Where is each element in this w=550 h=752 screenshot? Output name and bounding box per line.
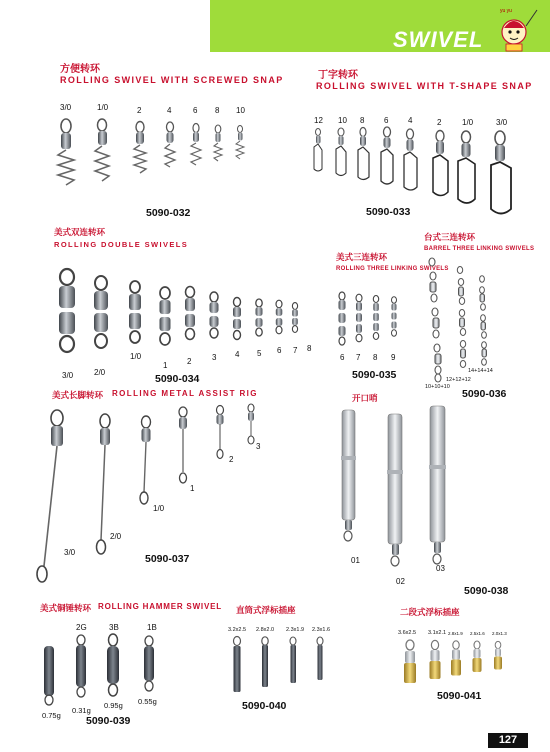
size-label: 2.3x1.9	[286, 627, 305, 633]
t-snap-swivel-12	[314, 129, 322, 172]
size-label: 1/0	[97, 103, 109, 112]
three-linking-swivel-6	[339, 292, 346, 345]
title-en-039: ROLLING HAMMER SWIVEL	[98, 602, 222, 611]
size-label: 01	[351, 556, 360, 565]
size-label: 14+14+14	[468, 368, 493, 374]
screwed-snap-swivel-8	[214, 125, 222, 161]
title-en-033: ROLLING SWIVEL WITH T-SHAPE SNAP	[316, 81, 533, 91]
two-stage-socket-2-8x1-9	[451, 641, 461, 676]
title-en-037: ROLLING METAL ASSIST RIG	[112, 389, 258, 398]
title-cn-036: 台式三连转环	[424, 233, 476, 243]
size-label: 3/0	[62, 371, 74, 380]
size-label: 1	[190, 484, 195, 493]
size-label: 4	[408, 116, 413, 125]
weight-label: 0.31g	[72, 706, 91, 715]
whistle-tube-01	[341, 410, 356, 541]
weight-label: 0.75g	[42, 711, 61, 720]
title-en-032: ROLLING SWIVEL WITH SCREWED SNAP	[60, 75, 284, 85]
assist-rig-3-0	[37, 410, 63, 582]
size-label: 2	[229, 455, 234, 464]
page-number: 127	[488, 733, 528, 748]
size-label: 3/0	[64, 548, 76, 557]
two-stage-socket-2-0x1-3	[494, 641, 502, 669]
t-snap-swivel-6	[381, 127, 393, 184]
weight-label: 0.95g	[104, 701, 123, 710]
size-label: 2G	[76, 623, 87, 632]
assist-rig-2	[217, 406, 224, 459]
size-label: 2	[187, 357, 192, 366]
size-label: 5	[257, 349, 262, 358]
size-label: 10	[338, 116, 347, 125]
size-label: 7	[293, 346, 298, 355]
two-stage-socket-2-5x1-6	[473, 641, 482, 672]
barrel-three-linking-swivel-12	[457, 267, 465, 368]
size-label: 8	[373, 353, 378, 362]
size-label: 2.0x1.3	[492, 631, 507, 636]
assist-rig-2-0	[97, 414, 111, 554]
title-cn-039: 美式铜锤转环	[40, 604, 92, 614]
title-cn-041: 二段式浮标插座	[400, 608, 460, 618]
title-en-034: ROLLING DOUBLE SWIVELS	[54, 240, 189, 249]
size-label: 3B	[109, 623, 119, 632]
double-swivel-3-0	[59, 269, 75, 352]
size-label: 1	[163, 361, 168, 370]
title-cn-033: 丁字转环	[318, 70, 358, 81]
barrel-three-linking-swivel-10	[429, 258, 441, 382]
size-label: 2.8x1.9	[448, 631, 463, 636]
t-snap-swivel-1-0	[458, 131, 475, 203]
assist-rig-3	[248, 404, 254, 444]
size-label: 8	[307, 344, 312, 353]
title-cn-038: 开口哨	[352, 394, 378, 404]
size-label: 4	[167, 106, 172, 115]
whistle-tube-03	[429, 406, 446, 564]
size-label: 6	[193, 106, 198, 115]
hammer-swivel-3b	[107, 634, 119, 696]
screwed-snap-swivel-2	[134, 122, 146, 174]
size-label: 6	[340, 353, 345, 362]
weight-label: 0.55g	[138, 697, 157, 706]
size-label: 3	[256, 442, 261, 451]
double-swivel-2-0	[94, 276, 108, 348]
hammer-swivel-1b	[144, 636, 154, 691]
hammer-swivel-0-75g	[44, 646, 54, 705]
double-swivel-5	[256, 299, 263, 336]
screwed-snap-swivel-10	[236, 126, 244, 160]
assist-rig-1-0	[140, 416, 151, 504]
size-label: 8	[215, 106, 220, 115]
size-label: 03	[436, 564, 445, 573]
three-linking-swivel-8	[373, 296, 379, 340]
size-label: 2.3x1.6	[312, 627, 331, 633]
size-label: 6	[384, 116, 389, 125]
size-label: 9	[391, 353, 396, 362]
size-label: 02	[396, 577, 405, 586]
size-label: 12	[314, 116, 323, 125]
size-label: 12+12+12	[446, 377, 471, 383]
product-code-032: 5090-032	[146, 207, 191, 219]
product-code-035: 5090-035	[352, 369, 397, 381]
size-label: 2/0	[110, 532, 122, 541]
size-label: 3.6x2.5	[398, 630, 417, 636]
three-linking-swivel-9	[392, 297, 397, 336]
whistle-tube-02	[387, 414, 403, 566]
size-label: 2/0	[94, 368, 106, 377]
two-stage-socket-3-1x2-1	[430, 640, 441, 679]
size-label: 3	[212, 353, 217, 362]
screwed-snap-swivel-3-0	[58, 119, 74, 185]
t-snap-swivel-4	[404, 129, 417, 190]
mascot-caption: yu yu	[500, 8, 512, 14]
three-linking-swivel-7	[356, 294, 362, 342]
title-en-036: BARREL THREE LINKING SWIVELS	[424, 246, 535, 252]
size-label: 10	[236, 106, 245, 115]
screwed-snap-swivel-1-0	[95, 119, 109, 181]
brand-title: SWIVEL	[393, 27, 484, 52]
product-code-039: 5090-039	[86, 715, 131, 727]
product-code-034: 5090-034	[155, 373, 200, 385]
size-label: 1/0	[153, 504, 165, 513]
double-swivel-2	[185, 287, 195, 340]
size-label: 1/0	[462, 118, 474, 127]
size-label: 8	[360, 116, 365, 125]
product-code-037: 5090-037	[145, 553, 190, 565]
size-label: 3.1x2.1	[428, 630, 447, 636]
size-label: 4	[235, 350, 240, 359]
title-en-035: ROLLING THREE LINKING SWIVELS	[336, 266, 449, 272]
size-label: 3/0	[496, 118, 508, 127]
double-swivel-1-0	[129, 281, 141, 343]
float-socket-2-3x1-6	[317, 637, 323, 680]
product-code-033: 5090-033	[366, 206, 411, 218]
title-cn-035: 美式三连转环	[336, 253, 388, 263]
title-cn-037: 美式长脚转环	[52, 391, 104, 401]
double-swivel-4	[233, 298, 241, 340]
size-label: 1/0	[130, 352, 142, 361]
product-code-038: 5090-038	[464, 585, 509, 597]
assist-rig-1	[179, 407, 187, 483]
double-swivel-6	[276, 300, 283, 334]
title-cn-032: 方便转环	[60, 64, 100, 75]
product-code-036: 5090-036	[462, 388, 507, 400]
t-snap-swivel-10	[336, 128, 346, 176]
two-stage-socket-3-6x2-5	[404, 640, 416, 683]
size-label: 2	[137, 106, 142, 115]
float-socket-3-2x2-5	[234, 637, 241, 693]
size-label: 2.8x2.0	[256, 627, 275, 633]
double-swivel-7	[292, 303, 298, 333]
float-socket-2-8x2-0	[262, 637, 268, 687]
double-swivel-1	[160, 287, 171, 345]
product-code-041: 5090-041	[437, 690, 482, 702]
size-label: 3.2x2.5	[228, 627, 247, 633]
t-snap-swivel-3-0	[491, 131, 511, 214]
size-label: 10+10+10	[425, 384, 450, 390]
double-swivel-3	[210, 292, 219, 338]
size-label: 6	[277, 346, 282, 355]
size-label: 3/0	[60, 103, 72, 112]
title-cn-040: 直筒式浮标插座	[236, 606, 296, 616]
size-label: 1B	[147, 623, 157, 632]
screwed-snap-swivel-6	[191, 124, 201, 166]
float-socket-2-3x1-9	[290, 637, 296, 683]
size-label: 7	[356, 353, 361, 362]
barrel-three-linking-swivel-14	[480, 276, 487, 365]
screwed-snap-swivel-4	[165, 122, 175, 167]
title-cn-034: 美式双连转环	[54, 228, 106, 238]
product-code-040: 5090-040	[242, 700, 287, 712]
size-label: 2.5x1.6	[470, 631, 485, 636]
t-snap-swivel-2	[433, 131, 448, 196]
size-label: 2	[437, 118, 442, 127]
hammer-swivel-2g	[76, 635, 86, 697]
t-snap-swivel-8	[358, 128, 369, 180]
